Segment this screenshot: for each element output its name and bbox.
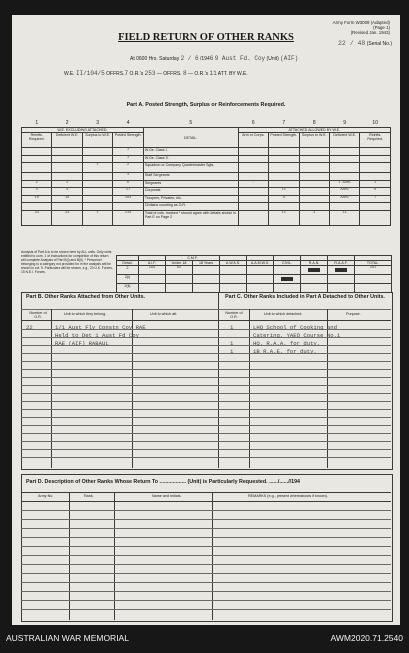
value-cell (329, 155, 359, 163)
col-head: Deficient W.E. (329, 133, 359, 148)
detail-cell: Civilians counting as O.R. (143, 203, 238, 211)
analysis-table (116, 255, 392, 293)
part-a-row (22, 180, 391, 188)
form-ref-line2: (Page 1) (373, 25, 390, 31)
value-cell: 4 (52, 188, 82, 196)
ruled-line (21, 546, 391, 547)
ruled-line (21, 449, 391, 450)
value-cell (360, 210, 391, 225)
value-cell (299, 203, 329, 211)
serial-value: 22 / 48 (338, 40, 366, 47)
ors-label: O.R.'s (129, 71, 144, 77)
analysis-row-2 (117, 275, 392, 284)
analysis-row-1 (117, 266, 392, 275)
value-cell (360, 155, 391, 163)
value-cell (329, 173, 359, 181)
detail-cell: Corporals (143, 188, 238, 196)
detail-cell: Squadron or Company Quartermaster Sgts. (143, 163, 238, 173)
value-cell (82, 188, 112, 196)
part-c-entry-text: HQ. R.A.A. for duty. (253, 340, 321, 347)
part-b-title: Part B. Other Ranks Attached from Other Units. (26, 294, 146, 300)
serial-label: (Serial No.) (366, 41, 392, 47)
value-cell (360, 173, 391, 181)
part-c-entry-text: Catering. YAEO Course No.1 (253, 332, 341, 339)
ruled-line (21, 377, 391, 378)
part-c-entry-text: LHQ School of Cooking and (253, 324, 337, 331)
value-cell: 2 (113, 163, 143, 173)
ors2-typed: 11 (209, 70, 217, 77)
divider (249, 309, 250, 468)
part-d-title: Part D. Description of Other Ranks Whose Return To .................. (Unit) is Particularly Requested. ....../......//194 (26, 479, 300, 485)
part-d-title-text: Part D. Description of Other Ranks Whose Return To (26, 479, 159, 485)
ors-typed: 253 (144, 70, 156, 77)
value-cell (269, 163, 299, 173)
attached-allowed-header: ATTACHED ALLOWED BY W.E. (238, 128, 390, 133)
year-typed: 6 (209, 55, 214, 62)
value-cell (238, 163, 268, 173)
value-cell (82, 195, 112, 203)
offrs-label: OFFRS. (106, 71, 125, 77)
value-cell: 7 (360, 195, 391, 203)
value-cell (52, 173, 82, 181)
sub-head: TOTAL. (355, 261, 392, 266)
part-a-text: Part A. Posted Strength, Surplus or Reinforcements Required. (126, 102, 286, 108)
part-d-title-mid: (Unit) is Particularly Requested. (187, 479, 268, 485)
col-head: Posted Strength. (113, 133, 143, 148)
ruled-line (21, 555, 391, 556)
detail-cell: Total of cols. marked * should agree with details shown in Part E on Page 2 (143, 210, 238, 225)
part-a-row (22, 163, 391, 173)
form-title (12, 32, 400, 43)
date-typed: 2 / 6 (180, 55, 199, 62)
value-cell (299, 188, 329, 196)
part-a-row (22, 210, 391, 225)
detail-cell: W.Os. Class I. (143, 148, 238, 156)
part-c-number-head: Number of O.R. (225, 311, 243, 319)
value-cell (329, 148, 359, 156)
value-cell (299, 195, 329, 203)
form-ref-line3: (Revised Jan. 1943) (350, 30, 390, 36)
detail-cell: Troopers, Privates, etc. (143, 195, 238, 203)
detail-cell: W.Os. Class II. (143, 155, 238, 163)
value-cell (299, 148, 329, 156)
ruled-line (21, 582, 391, 583)
unit-label: (Unit) (266, 56, 279, 62)
part-d-head-army-no: Army No. (38, 494, 54, 498)
part-a-row (22, 188, 391, 196)
ruled-line (21, 609, 391, 610)
value-cell (269, 173, 299, 181)
part-a-body (22, 148, 391, 226)
analysis-label: 2 (117, 266, 139, 275)
part-c-entry-number: 1 (230, 348, 234, 355)
value-cell: 210 (113, 210, 143, 225)
rule (21, 492, 391, 493)
value-cell: 1 (113, 148, 143, 156)
ruled-line (21, 369, 391, 370)
value-cell (22, 203, 52, 211)
rule (21, 309, 391, 310)
ruled-line (21, 573, 391, 574)
part-a-heading (12, 102, 400, 108)
value-cell: 1 (82, 210, 112, 225)
part-c-purpose-head: Purpose. (346, 312, 361, 316)
detail-cell: Sergeants (143, 180, 238, 188)
value-cell (269, 155, 299, 163)
part-a-row (22, 173, 391, 181)
part-b-entry-unit: RAE (AIF) RABAUL (55, 340, 109, 347)
ruled-line (21, 409, 391, 410)
unit-suffix: (AIF) (280, 55, 299, 62)
value-cell: 1 AAMC (329, 180, 359, 188)
value-cell (22, 148, 52, 156)
analysis-note: Analysis of Part A is to be shown here by ALL units. Only units entitled to corn. 1 of instructions for completion of this return will complete Analysis of Part B(i) and B(ii). * Personnel belonging to a category not provided for in the analysis will be shown in col. 9. Particulars will be shown, e.g., 20 U.K. Forces, 15 N.E.I. Forces. (21, 250, 113, 274)
part-d-head-name: Name and Initials. (152, 494, 182, 498)
col-head: Arm or Corps. (238, 133, 268, 148)
value-cell: 18 (22, 195, 52, 203)
raaf-marker-2 (328, 266, 355, 275)
value-cell (238, 203, 268, 211)
part-b-entry-unit: 1/1 Aust Fly Constn Coy RAE (55, 324, 146, 331)
value-cell: 1 (360, 180, 391, 188)
col-number: 5 (189, 119, 193, 126)
value-cell: 6 (360, 188, 391, 196)
value-cell: AAMC (329, 188, 359, 196)
value-cell (22, 173, 52, 181)
value-cell (269, 148, 299, 156)
at-label: At 0600 Hrs. Saturday (130, 56, 180, 62)
part-d-head-rank: Rank. (84, 494, 94, 498)
value-cell (82, 148, 112, 156)
cmf-value: 82 (166, 266, 193, 275)
col-head: Deficient W.E. (52, 133, 82, 148)
we-excl-attached-header: W.E. EXCLUDING ATTACHED. (22, 128, 144, 133)
value-cell (52, 155, 82, 163)
value-cell (299, 155, 329, 163)
part-b-unit-head: Unit to which they belong. (64, 312, 107, 316)
year-label: /194 (200, 56, 210, 62)
detail-cell: Staff Sergeants (143, 173, 238, 181)
sub-head: Detail. (117, 261, 139, 266)
ruled-line (21, 441, 391, 442)
sub-head: Under 18 (166, 261, 193, 266)
value-cell: 183 (113, 195, 143, 203)
ruled-line (21, 510, 391, 511)
footer-left: AUSTRALIAN WAR MEMORIAL (6, 633, 129, 643)
value-cell: 2 (22, 180, 52, 188)
ruled-line (21, 591, 391, 592)
unit-typed: 9 Aust Fd. Coy (214, 55, 266, 62)
sub-head: 18 Years (193, 261, 220, 266)
col-number: 8 (312, 119, 316, 126)
part-a-table (21, 119, 391, 226)
value-cell (299, 180, 329, 188)
col-head: Surplus to W.E. (299, 133, 329, 148)
col-head: Reinfts. Required. (360, 133, 391, 148)
col-number: 1 (35, 119, 39, 126)
value-cell (329, 163, 359, 173)
ruled-line (21, 385, 391, 386)
value-cell (238, 195, 268, 203)
ruled-line (21, 393, 391, 394)
footer-right: AWM2020.71.2540 (330, 633, 403, 643)
part-b-entry-number: 22 (26, 324, 33, 331)
value-cell: 6 (113, 180, 143, 188)
value-cell: 3 (299, 210, 329, 225)
value-cell (82, 173, 112, 181)
offrs2-label: OFFRS. (163, 71, 182, 77)
part-d-title-end: /194 (289, 479, 300, 485)
total-value: 281 (355, 266, 392, 275)
we-label: W.E. (64, 71, 75, 77)
cmf-label: C.M.F. (166, 256, 220, 261)
value-cell (360, 163, 391, 173)
sub-head: A.W.A.S. (220, 261, 247, 266)
value-cell (360, 148, 391, 156)
value-cell: 4 (22, 188, 52, 196)
ruled-line (21, 519, 391, 520)
part-c-unit-head: Unit to which detached. (264, 312, 303, 316)
col-number: 2 (65, 119, 69, 126)
value-cell: 17 (113, 188, 143, 196)
col-number: 6 (251, 119, 255, 126)
value-cell (238, 148, 268, 156)
part-c-entry-text: 1B R.A.E. for duty. (253, 348, 317, 355)
part-a-row (22, 155, 391, 163)
ruled-line (21, 361, 391, 362)
value-cell: - (238, 180, 268, 188)
ruled-line (21, 600, 391, 601)
col-head: Reinfts. Required. (22, 133, 52, 148)
date-line (130, 55, 298, 62)
offrs-typed: 7 (124, 70, 129, 77)
col-number: 3 (96, 119, 100, 126)
value-cell (52, 203, 82, 211)
value-cell (82, 155, 112, 163)
detail-header: DETAIL. (143, 128, 238, 148)
ruled-line (21, 457, 391, 458)
value-cell: 2 (52, 180, 82, 188)
rule (21, 320, 391, 321)
ruled-line (21, 564, 391, 565)
part-c-entry-number: 1 (230, 324, 234, 331)
offrs2-typed: 8 (182, 70, 187, 77)
we-line: W.E. II/104/5 OFFRS.7 O.R.'s 253 — OFFRS. 8 — O.R.'s 11 ATT. BY W.E. (64, 70, 248, 77)
ruled-line (21, 353, 391, 354)
value-cell (82, 180, 112, 188)
analysis-label: 2(ii) (117, 284, 139, 293)
analysis-label: 2(i) (117, 275, 139, 284)
value-cell: 11 (269, 210, 299, 225)
value-cell (269, 180, 299, 188)
part-a-row (22, 195, 391, 203)
value-cell: 1 (82, 163, 112, 173)
sub-head: R.A.A.F. (328, 261, 355, 266)
col-number: 7 (282, 119, 286, 126)
col-number: 4 (126, 119, 130, 126)
value-cell: 1 (113, 155, 143, 163)
part-b-att-head: Unit to which att. (150, 312, 178, 316)
part-b-number-head: Number of O.R. (29, 311, 47, 319)
value-cell (82, 203, 112, 211)
value-cell (360, 203, 391, 211)
ruled-line (21, 401, 391, 402)
sub-head: CIVIL. (274, 261, 301, 266)
value-cell (52, 163, 82, 173)
value-cell (113, 203, 143, 211)
value-cell (269, 203, 299, 211)
part-a-row (22, 203, 391, 211)
group-header-row (22, 128, 391, 133)
sub-head: A.I.F. (139, 261, 166, 266)
value-cell (22, 155, 52, 163)
ruled-line (21, 433, 391, 434)
ruled-line (21, 425, 391, 426)
part-a-row (22, 148, 391, 156)
we-typed: II/104/5 (75, 70, 105, 77)
value-cell: 11 (269, 188, 299, 196)
ruled-line (21, 528, 391, 529)
value-cell: AAMC (329, 195, 359, 203)
col-number: 9 (343, 119, 347, 126)
value-cell: 11 (329, 210, 359, 225)
form-page (12, 15, 400, 625)
value-cell (299, 173, 329, 181)
form-ref-line1: Army Form W3009 (Adapted) (332, 20, 390, 25)
value-cell (238, 155, 268, 163)
value-cell (329, 203, 359, 211)
att-label: ATT. BY W.E. (217, 71, 248, 77)
civil-marker (274, 275, 301, 284)
col-head: Posted Strength. (269, 133, 299, 148)
col-number: 10 (372, 119, 378, 126)
part-c-entry-number: 1 (230, 340, 234, 347)
rule (21, 501, 391, 502)
value-cell (238, 173, 268, 181)
value-cell: 24 (22, 210, 52, 225)
sub-head: R.A.N. (301, 261, 328, 266)
parts-b-c-box (21, 292, 393, 470)
value-cell: 3 (113, 173, 143, 181)
ors2-label: O.R.'s (194, 71, 209, 77)
raaf-marker (301, 266, 328, 275)
column-numbers (22, 119, 391, 128)
value-cell: 24 (52, 210, 82, 225)
part-d-head-remarks: REMARKS (e.g., present whereabouts if known). (248, 494, 328, 498)
form-title-text: FIELD RETURN OF OTHER RANKS (118, 32, 294, 43)
value-cell (299, 163, 329, 173)
value-cell: 9 (269, 195, 299, 203)
ruled-line (21, 537, 391, 538)
part-c-title: Part C. Other Ranks Included in Part A Detached to Other Units. (225, 294, 385, 300)
value-cell (238, 210, 268, 225)
ruled-line (21, 417, 391, 418)
value-cell (22, 163, 52, 173)
value-cell (52, 148, 82, 156)
value-cell: 18 (52, 195, 82, 203)
col-head: Surplus to W.E. (82, 133, 112, 148)
part-b-entry-unit: Held to Det 1 Aust Fd Coy (55, 332, 139, 339)
sub-head: A.A.M.W.S. (247, 261, 274, 266)
aif-value: 199 (139, 266, 166, 275)
value-cell (238, 188, 268, 196)
divider (51, 309, 52, 468)
